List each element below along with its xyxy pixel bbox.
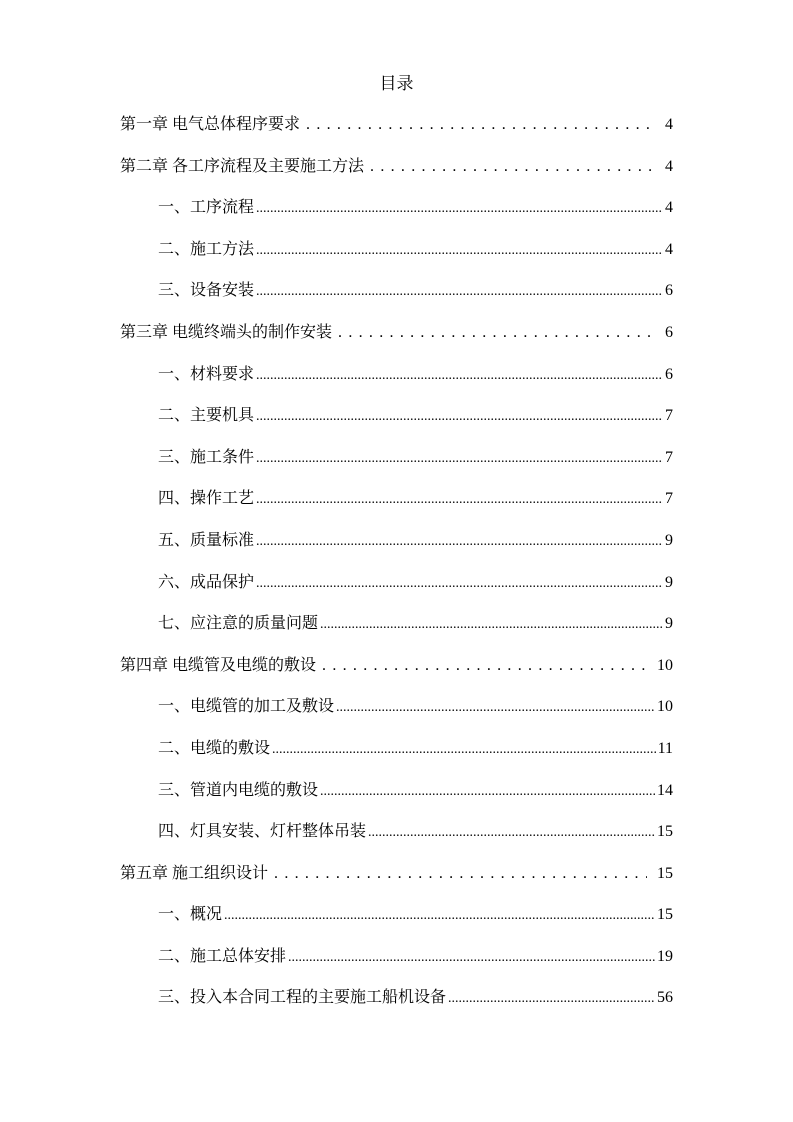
toc-entry-label: 五、质量标准 [158, 531, 255, 549]
dot-leader [306, 104, 655, 146]
dot-leader [338, 312, 655, 354]
toc-entry-page: 7 [665, 407, 673, 425]
dot-leader [256, 188, 663, 230]
toc-section-entry[interactable] [120, 229, 673, 271]
toc-entry-page: 6 [665, 365, 673, 383]
toc-entry-page: 4 [665, 199, 673, 217]
toc-section-entry[interactable] [120, 478, 673, 520]
toc-entry-label: 三、施工条件 [158, 448, 255, 466]
toc-section-entry[interactable] [120, 270, 673, 312]
dot-leader [368, 812, 655, 854]
toc-entry-page: 10 [657, 656, 673, 674]
toc-section-entry[interactable] [120, 894, 673, 936]
dot-leader [224, 895, 655, 937]
toc-entry-page: 56 [657, 989, 673, 1007]
dot-leader [320, 771, 655, 813]
toc-section-entry[interactable] [120, 562, 673, 604]
toc-entry-page: 10 [657, 698, 673, 716]
toc-entry-page: 19 [657, 947, 673, 965]
toc-chapter-entry[interactable] [120, 146, 673, 188]
toc-section-entry[interactable] [120, 395, 673, 437]
dot-leader [256, 521, 663, 563]
toc-entry-page: 11 [657, 739, 673, 757]
toc-entry-label: 四、灯具安装、灯杆整体吊装 [158, 823, 367, 841]
toc-entry-page: 15 [657, 864, 673, 882]
toc-entry-label: 一、材料要求 [158, 365, 255, 383]
dot-leader [448, 978, 655, 1020]
dot-leader [322, 645, 647, 687]
table-of-contents [120, 104, 673, 1019]
dot-leader [256, 396, 663, 438]
toc-section-entry[interactable] [120, 520, 673, 562]
dot-leader [288, 937, 655, 979]
toc-entry-page: 9 [665, 615, 673, 633]
toc-section-entry[interactable] [120, 977, 673, 1019]
toc-entry-label: 二、施工方法 [158, 240, 255, 258]
toc-section-entry[interactable] [120, 936, 673, 978]
toc-entry-page: 9 [665, 531, 673, 549]
dot-leader [274, 853, 647, 895]
toc-entry-page: 15 [657, 823, 673, 841]
toc-entry-label: 第四章 电缆管及电缆的敷设 [120, 656, 317, 674]
toc-entry-label: 第二章 各工序流程及主要施工方法 [120, 157, 365, 175]
toc-chapter-entry[interactable] [120, 104, 673, 146]
toc-entry-label: 三、设备安装 [158, 282, 255, 300]
toc-entry-page: 4 [665, 240, 673, 258]
toc-entry-page: 6 [665, 282, 673, 300]
toc-chapter-entry[interactable] [120, 312, 673, 354]
toc-section-entry[interactable] [120, 187, 673, 229]
toc-entry-label: 三、管道内电缆的敷设 [158, 781, 319, 799]
toc-entry-label: 六、成品保护 [158, 573, 255, 591]
dot-leader [256, 438, 663, 480]
dot-leader [256, 479, 663, 521]
toc-entry-page: 6 [665, 323, 673, 341]
dot-leader [320, 604, 663, 646]
dot-leader [370, 146, 655, 188]
dot-leader [256, 563, 663, 605]
toc-entry-page: 14 [657, 781, 673, 799]
dot-leader [256, 355, 663, 397]
toc-section-entry[interactable] [120, 728, 673, 770]
toc-chapter-entry[interactable] [120, 853, 673, 895]
toc-entry-label: 第三章 电缆终端头的制作安装 [120, 323, 333, 341]
toc-title: 目录 [379, 74, 414, 93]
toc-entry-page: 4 [665, 116, 673, 133]
dot-leader [256, 230, 663, 272]
toc-entry-label: 二、主要机具 [158, 407, 255, 425]
toc-entry-label: 第一章 电气总体程序要求 [120, 116, 301, 133]
toc-section-entry[interactable] [120, 686, 673, 728]
toc-entry-page: 9 [665, 573, 673, 591]
toc-entry-label: 二、施工总体安排 [158, 947, 287, 965]
toc-entry-label: 三、投入本合同工程的主要施工船机设备 [158, 989, 447, 1007]
toc-section-entry[interactable] [120, 354, 673, 396]
dot-leader [336, 687, 655, 729]
toc-entry-label: 一、电缆管的加工及敷设 [158, 698, 335, 716]
toc-entry-label: 一、概况 [158, 906, 223, 924]
toc-entry-page: 7 [665, 448, 673, 466]
toc-entry-label: 二、电缆的敷设 [158, 739, 271, 757]
toc-entry-page: 15 [657, 906, 673, 924]
dot-leader [272, 729, 656, 771]
toc-entry-page: 7 [665, 490, 673, 508]
toc-entry-page: 4 [665, 157, 673, 175]
toc-section-entry[interactable] [120, 770, 673, 812]
toc-section-entry[interactable] [120, 811, 673, 853]
dot-leader [256, 271, 663, 313]
toc-entry-label: 七、应注意的质量问题 [158, 615, 319, 633]
toc-entry-label: 第五章 施工组织设计 [120, 864, 269, 882]
toc-entry-label: 一、工序流程 [158, 199, 255, 217]
toc-section-entry[interactable] [120, 603, 673, 645]
toc-chapter-entry[interactable] [120, 645, 673, 687]
toc-section-entry[interactable] [120, 437, 673, 479]
toc-entry-label: 四、操作工艺 [158, 490, 255, 508]
